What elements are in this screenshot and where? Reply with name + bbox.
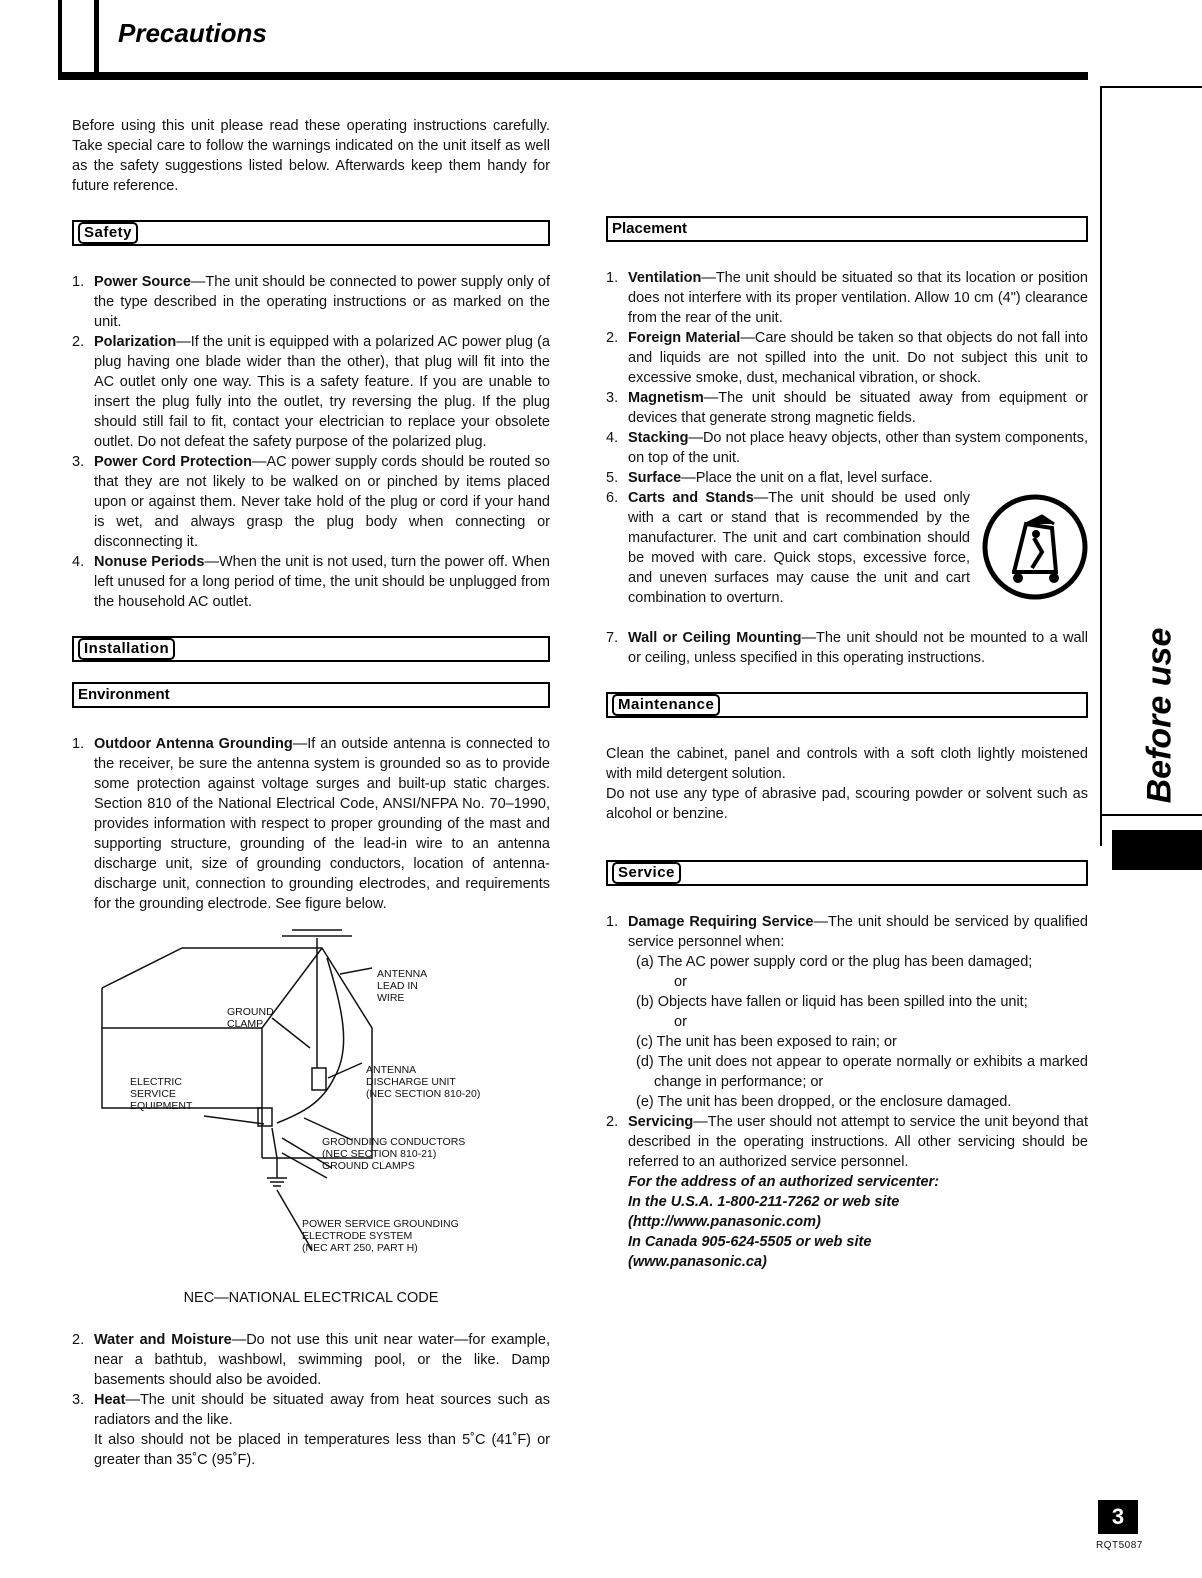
maintenance-heading-box	[606, 692, 1088, 718]
environment-heading: Environment	[78, 686, 170, 703]
list-item: 6. Carts and Stands—The unit should be used only with a cart or stand that is recommended by the manufacturer. The unit and cart combination should be moved with care. Quick stops, excessive force, and uneven surfaces may cause the unit and cart combination to overturn.	[606, 488, 1088, 628]
title-frame-line	[94, 0, 99, 78]
safety-heading-box	[72, 220, 550, 246]
list-item: 3. Heat—The unit should be situated away from heat sources such as radiators and the like. It also should not be placed in temperatures less than 5˚C (41˚F) or greater than 35˚C (95˚F).	[72, 1392, 550, 1468]
document-code: RQT5087	[1096, 1540, 1143, 1551]
maintenance-paragraph: Clean the cabinet, panel and controls with a soft cloth lightly moistened with mild detergent solution.	[606, 746, 1088, 782]
label-discharge-unit: ANTENNA DISCHARGE UNIT (NEC SECTION 810-20)	[366, 1064, 481, 1100]
side-rule	[1100, 86, 1102, 846]
side-tab-label: Before use	[1140, 627, 1179, 803]
intro-paragraph: Before using this unit please read these operating instructions carefully. Take special care to follow the warnings indicated on the unit itself as well as the safety suggestions listed below. Afterwards keep them handy for future reference.	[72, 118, 550, 194]
label-ground-clamp: GROUND CLAMP	[227, 1006, 274, 1030]
side-block	[1112, 830, 1202, 870]
service-or: or	[674, 1014, 687, 1030]
left-column	[72, 116, 550, 1470]
service-heading: Service	[612, 862, 681, 884]
right-column	[606, 216, 1088, 1272]
maintenance-heading: Maintenance	[612, 694, 720, 716]
list-item: 2. Foreign Material—Care should be taken so that objects do not fall into and liquids are not spilled into the unit. Do not subject this unit to excessive smoke, dust, mechanical vibration, or shock.	[606, 330, 1088, 386]
side-rule	[1100, 814, 1202, 816]
installation-heading-box	[72, 636, 550, 662]
installation-heading: Installation	[78, 638, 175, 660]
list-item: 7. Wall or Ceiling Mounting—The unit should not be mounted to a wall or ceiling, unless specified in this operating instructions.	[606, 630, 1088, 666]
list-item: 5. Surface—Place the unit on a flat, level surface.	[606, 470, 933, 486]
side-tab	[1130, 620, 1190, 810]
service-contact-line: In the U.S.A. 1-800-211-7262 or web site	[628, 1194, 900, 1210]
list-item: 1. Outdoor Antenna Grounding—If an outside antenna is connected to the receiver, be sure the antenna system is grounded so as to provide some protection against voltage surges and built-up static charges. Section 810 of the National Electrical Code, ANSI/NFPA No. 70–1990, provides information with respect to proper grounding of the mast and supporting structure, grounding of the lead-in wire to an antenna discharge unit, size of grounding conductors, location of antenna-discharge unit, connection to grounding electrodes, and requirements for the grounding electrode. See figure below.	[72, 736, 550, 912]
page-number: 3	[1098, 1500, 1138, 1534]
label-power-service: POWER SERVICE GROUNDING ELECTRODE SYSTEM (NEC ART 250, PART H)	[302, 1218, 459, 1254]
list-item: 1. Ventilation—The unit should be situated so that its location or position does not interfere with its proper ventilation. Allow 10 cm (4") clearance from the rear of the unit.	[606, 270, 1088, 326]
service-contact-line: (www.panasonic.ca)	[628, 1254, 767, 1270]
environment-list-continued	[72, 1330, 550, 1470]
title-rule	[58, 72, 1088, 80]
list-item: 3. Magnetism—The unit should be situated away from equipment or devices that generate strong magnetic fields.	[606, 390, 1088, 426]
service-or: or	[674, 974, 687, 990]
side-rule	[1100, 86, 1202, 88]
service-sub-item: (c) The unit has been exposed to rain; or	[636, 1034, 897, 1050]
label-electric-service: ELECTRIC SERVICE EQUIPMENT	[130, 1076, 193, 1112]
list-item: 4. Stacking—Do not place heavy objects, other than system components, on top of the unit.	[606, 430, 1088, 466]
service-sub-item: (b) Objects have fallen or liquid has been spilled into the unit;	[636, 994, 1028, 1010]
service-sub-item: (a) The AC power supply cord or the plug has been damaged;	[636, 954, 1033, 970]
diagram-caption: NEC—NATIONAL ELECTRICAL CODE	[183, 1290, 439, 1306]
list-item: 1. Power Source—The unit should be connected to power supply only of the type described in the operating instructions or as marked on the unit.	[72, 274, 550, 330]
label-antenna-lead: ANTENNA LEAD IN WIRE	[377, 968, 428, 1004]
placement-heading-box	[606, 216, 1088, 242]
antenna-grounding-diagram	[72, 928, 550, 1288]
safety-heading: Safety	[78, 222, 138, 244]
list-item: 3. Power Cord Protection—AC power supply cords should be routed so that they are not likely to be walked on or pinched by items placed upon or against them. Never take hold of the plug or cord if your hand is wet, and always grasp the plug body when connecting or disconnecting it.	[72, 454, 550, 550]
list-item: 1. Damage Requiring Service—The unit should be serviced by qualified service personnel when: (a) The AC power supply cord or the plug has been damaged; or (b) Objects have fallen or liquid has been spilled into the unit; or (c) The unit has been exposed to rain; or (d) The unit does not appear to operate normally or exhibits a marked change in performance; or (e) The unit has been dropped, or the enclosure damaged.	[606, 914, 1088, 1110]
service-sub-item: (d) The unit does not appear to operate normally or exhibits a marked change in performance; or	[636, 1054, 1088, 1090]
list-item: 4. Nonuse Periods—When the unit is not used, turn the power off. When left unused for a long period of time, the unit should be unplugged from the household AC outlet.	[72, 554, 550, 610]
safety-list	[72, 272, 550, 612]
cart-warning-icon	[982, 494, 1088, 600]
service-list	[606, 912, 1088, 1272]
environment-list	[72, 734, 550, 914]
page-title: Precautions	[118, 18, 267, 48]
service-contact-line: (http://www.panasonic.com)	[628, 1214, 821, 1230]
maintenance-text	[606, 744, 1088, 824]
service-contact-line: For the address of an authorized servicenter:	[628, 1174, 940, 1190]
title-frame-line	[58, 0, 62, 78]
list-item: 2. Water and Moisture—Do not use this unit near water—for example, near a bathtub, washbowl, swimming pool, or the like. Damp basements should also be avoided.	[72, 1332, 550, 1388]
service-contact-line: In Canada 905-624-5505 or web site	[628, 1234, 872, 1250]
placement-list	[606, 268, 1088, 668]
list-item: 2. Polarization—If the unit is equipped with a polarized AC power plug (a plug having one blade wider than the other), that plug will fit into the AC outlet only one way. This is a safety feature. If you are unable to insert the plug fully into the outlet, try reversing the plug. If the plug should still fail to fit, contact your electrician to replace your obsolete outlet. Do not defeat the safety purpose of the polarized plug.	[72, 334, 550, 450]
label-grounding-conductors: GROUNDING CONDUCTORS (NEC SECTION 810-21) GROUND CLAMPS	[322, 1136, 466, 1172]
service-sub-item: (e) The unit has been dropped, or the enclosure damaged.	[636, 1094, 1012, 1110]
maintenance-paragraph: Do not use any type of abrasive pad, scouring powder or solvent such as alcohol or benzine.	[606, 786, 1088, 822]
environment-heading-box	[72, 682, 550, 708]
list-item: 2. Servicing—The user should not attempt to service the unit beyond that described in the operating instructions. All other servicing should be referred to an authorized service personnel. For the address of an authorized servicenter: In the U.S.A. 1-800-211-7262 or web site (http://www.panasonic.com) In Canada 905-624-5505 or web site (www.panasonic.ca)	[606, 1114, 1088, 1270]
placement-heading: Placement	[612, 220, 688, 237]
service-heading-box	[606, 860, 1088, 886]
